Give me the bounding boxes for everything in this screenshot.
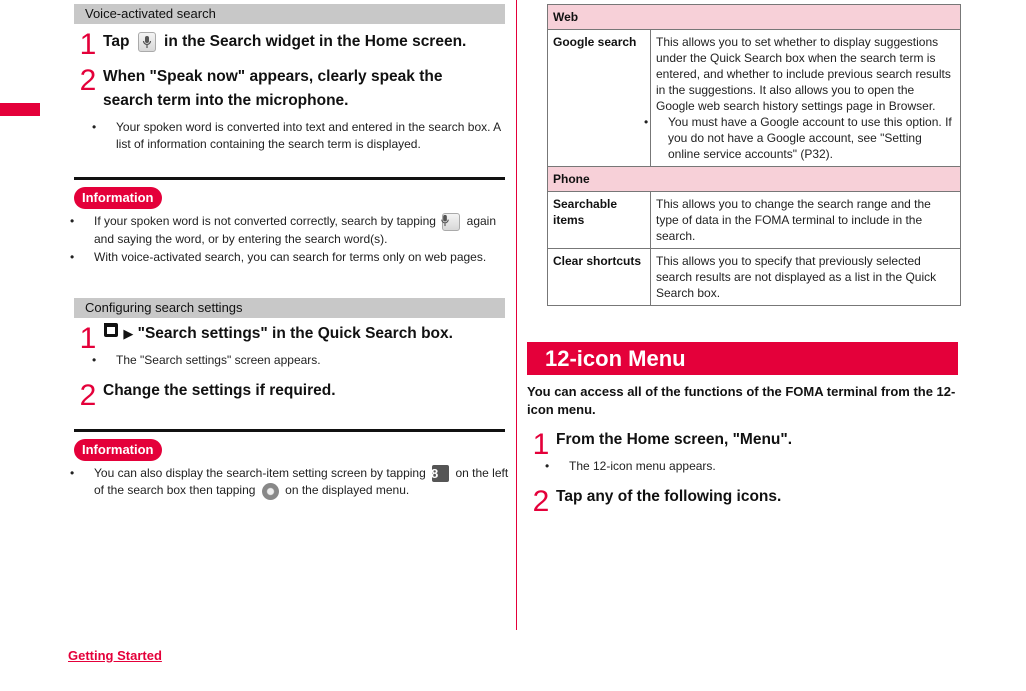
- config-step-2: Change the settings if required.: [103, 382, 336, 399]
- step-text: Tap: [103, 33, 130, 50]
- step-text: When "Speak now" appears, clearly speak the: [103, 68, 443, 85]
- microphone-icon: [138, 32, 156, 52]
- step-text: in the Search widget in the Home screen.: [164, 33, 467, 50]
- step-number: 2: [79, 64, 97, 97]
- bullet-text: If your spoken word is not converted correctly, search by tapping: [94, 214, 436, 229]
- info2-bullet-1: • You can also display the search-item setting screen by tapping 8 on the left of the search box then tapping on the displayed menu.: [82, 465, 512, 500]
- information-badge: Information: [74, 439, 162, 461]
- bullet-text: You can also display the search-item setting screen by tapping: [94, 466, 426, 480]
- menu-section-title: 12-icon Menu: [527, 342, 958, 375]
- table-value: This allows you to specify that previously selected search results are not displayed as a list in the Quick Search box.: [651, 249, 961, 306]
- search-settings-table: [547, 4, 961, 306]
- menu-bullet: • The 12-icon menu appears.: [545, 459, 716, 473]
- settings-gear-icon: [262, 483, 279, 500]
- step-number: 2: [79, 379, 97, 412]
- table-value: [644, 30, 961, 167]
- bullet-text: The 12-icon menu appears.: [569, 459, 716, 473]
- table-key: Google search: [548, 30, 651, 167]
- voice-search-section-title: Voice-activated search: [74, 4, 505, 24]
- config-bullet: • The "Search settings" screen appears.: [92, 353, 321, 367]
- menu-key-icon: [103, 322, 119, 346]
- bullet-text: again and saying the word, or by entering the search word(s).: [94, 214, 497, 246]
- bullet-text: The "Search settings" screen appears.: [116, 353, 321, 367]
- table-key: Clear shortcuts: [548, 249, 651, 306]
- info1-bullet-2: • With voice-activated search, you can search for terms only on web pages.: [70, 250, 487, 264]
- table-header-web: Web: [548, 5, 961, 30]
- google-icon: 8: [432, 465, 449, 482]
- step-number: 1: [532, 428, 550, 461]
- info1-bullet-1: • If your spoken word is not converted correctly, search by tapping again and saying the word, or by entering the search word(s).: [70, 214, 497, 246]
- note-text: You must have a Google account to use this option. If you do not have a Google account, see "Setting online service accounts" (P32).: [668, 115, 952, 161]
- bullet-text: on the left of the search box then tapping: [94, 466, 509, 498]
- info-divider: [74, 429, 505, 432]
- arrow-icon: ▶: [123, 326, 134, 342]
- step-number: 2: [532, 485, 550, 518]
- step-text: "Search settings" in the Quick Search box.: [137, 325, 453, 343]
- voice-step-2: [103, 65, 513, 113]
- config-section-title: Configuring search settings: [74, 298, 505, 318]
- table-row: [548, 5, 961, 30]
- column-divider: [516, 0, 517, 630]
- voice-step-1: [103, 30, 513, 54]
- step-text: search term into the microphone.: [103, 92, 349, 109]
- voice-bullet: • Your spoken word is converted into text and entered in the search box. A list of information containing the search term is displayed.: [92, 120, 501, 151]
- info-divider: [74, 177, 505, 180]
- table-row: [548, 192, 961, 249]
- bullet-text: Your spoken word is converted into text and entered in the search box. A list of information containing the search term is displayed.: [116, 120, 501, 151]
- chapter-tab-marker: [0, 103, 40, 116]
- menu-intro: You can access all of the functions of the FOMA terminal from the 12-icon menu.: [527, 384, 956, 417]
- table-note: • You must have a Google account to use this option. If you do not have a Google account, see "Setting online service accounts" (P32).: [644, 115, 952, 161]
- table-header-phone: Phone: [548, 167, 961, 192]
- step-number: 1: [79, 28, 97, 61]
- information-badge: Information: [74, 187, 162, 209]
- footer-chapter-link[interactable]: Getting Started: [68, 648, 162, 663]
- microphone-icon: [442, 213, 460, 231]
- table-row: [548, 30, 961, 167]
- table-row: [548, 167, 961, 192]
- table-value: This allows you to change the search range and the type of data in the FOMA terminal to include in the search.: [651, 192, 961, 249]
- table-row: [548, 249, 961, 306]
- menu-step-1: From the Home screen, "Menu".: [556, 431, 793, 448]
- menu-step-2: Tap any of the following icons.: [556, 488, 782, 505]
- config-step-1: [103, 322, 513, 346]
- table-key: Searchable items: [548, 192, 651, 249]
- bullet-text: With voice-activated search, you can search for terms only on web pages.: [94, 250, 487, 264]
- table-desc: This allows you to set whether to display suggestions under the Quick Search box when the search term is entered, and whether to include previous search results in the suggestions. It also allows you to open the Google web search history settings page in Browser.: [656, 35, 951, 113]
- bullet-text: on the displayed menu.: [285, 483, 410, 498]
- step-number: 1: [79, 322, 97, 355]
